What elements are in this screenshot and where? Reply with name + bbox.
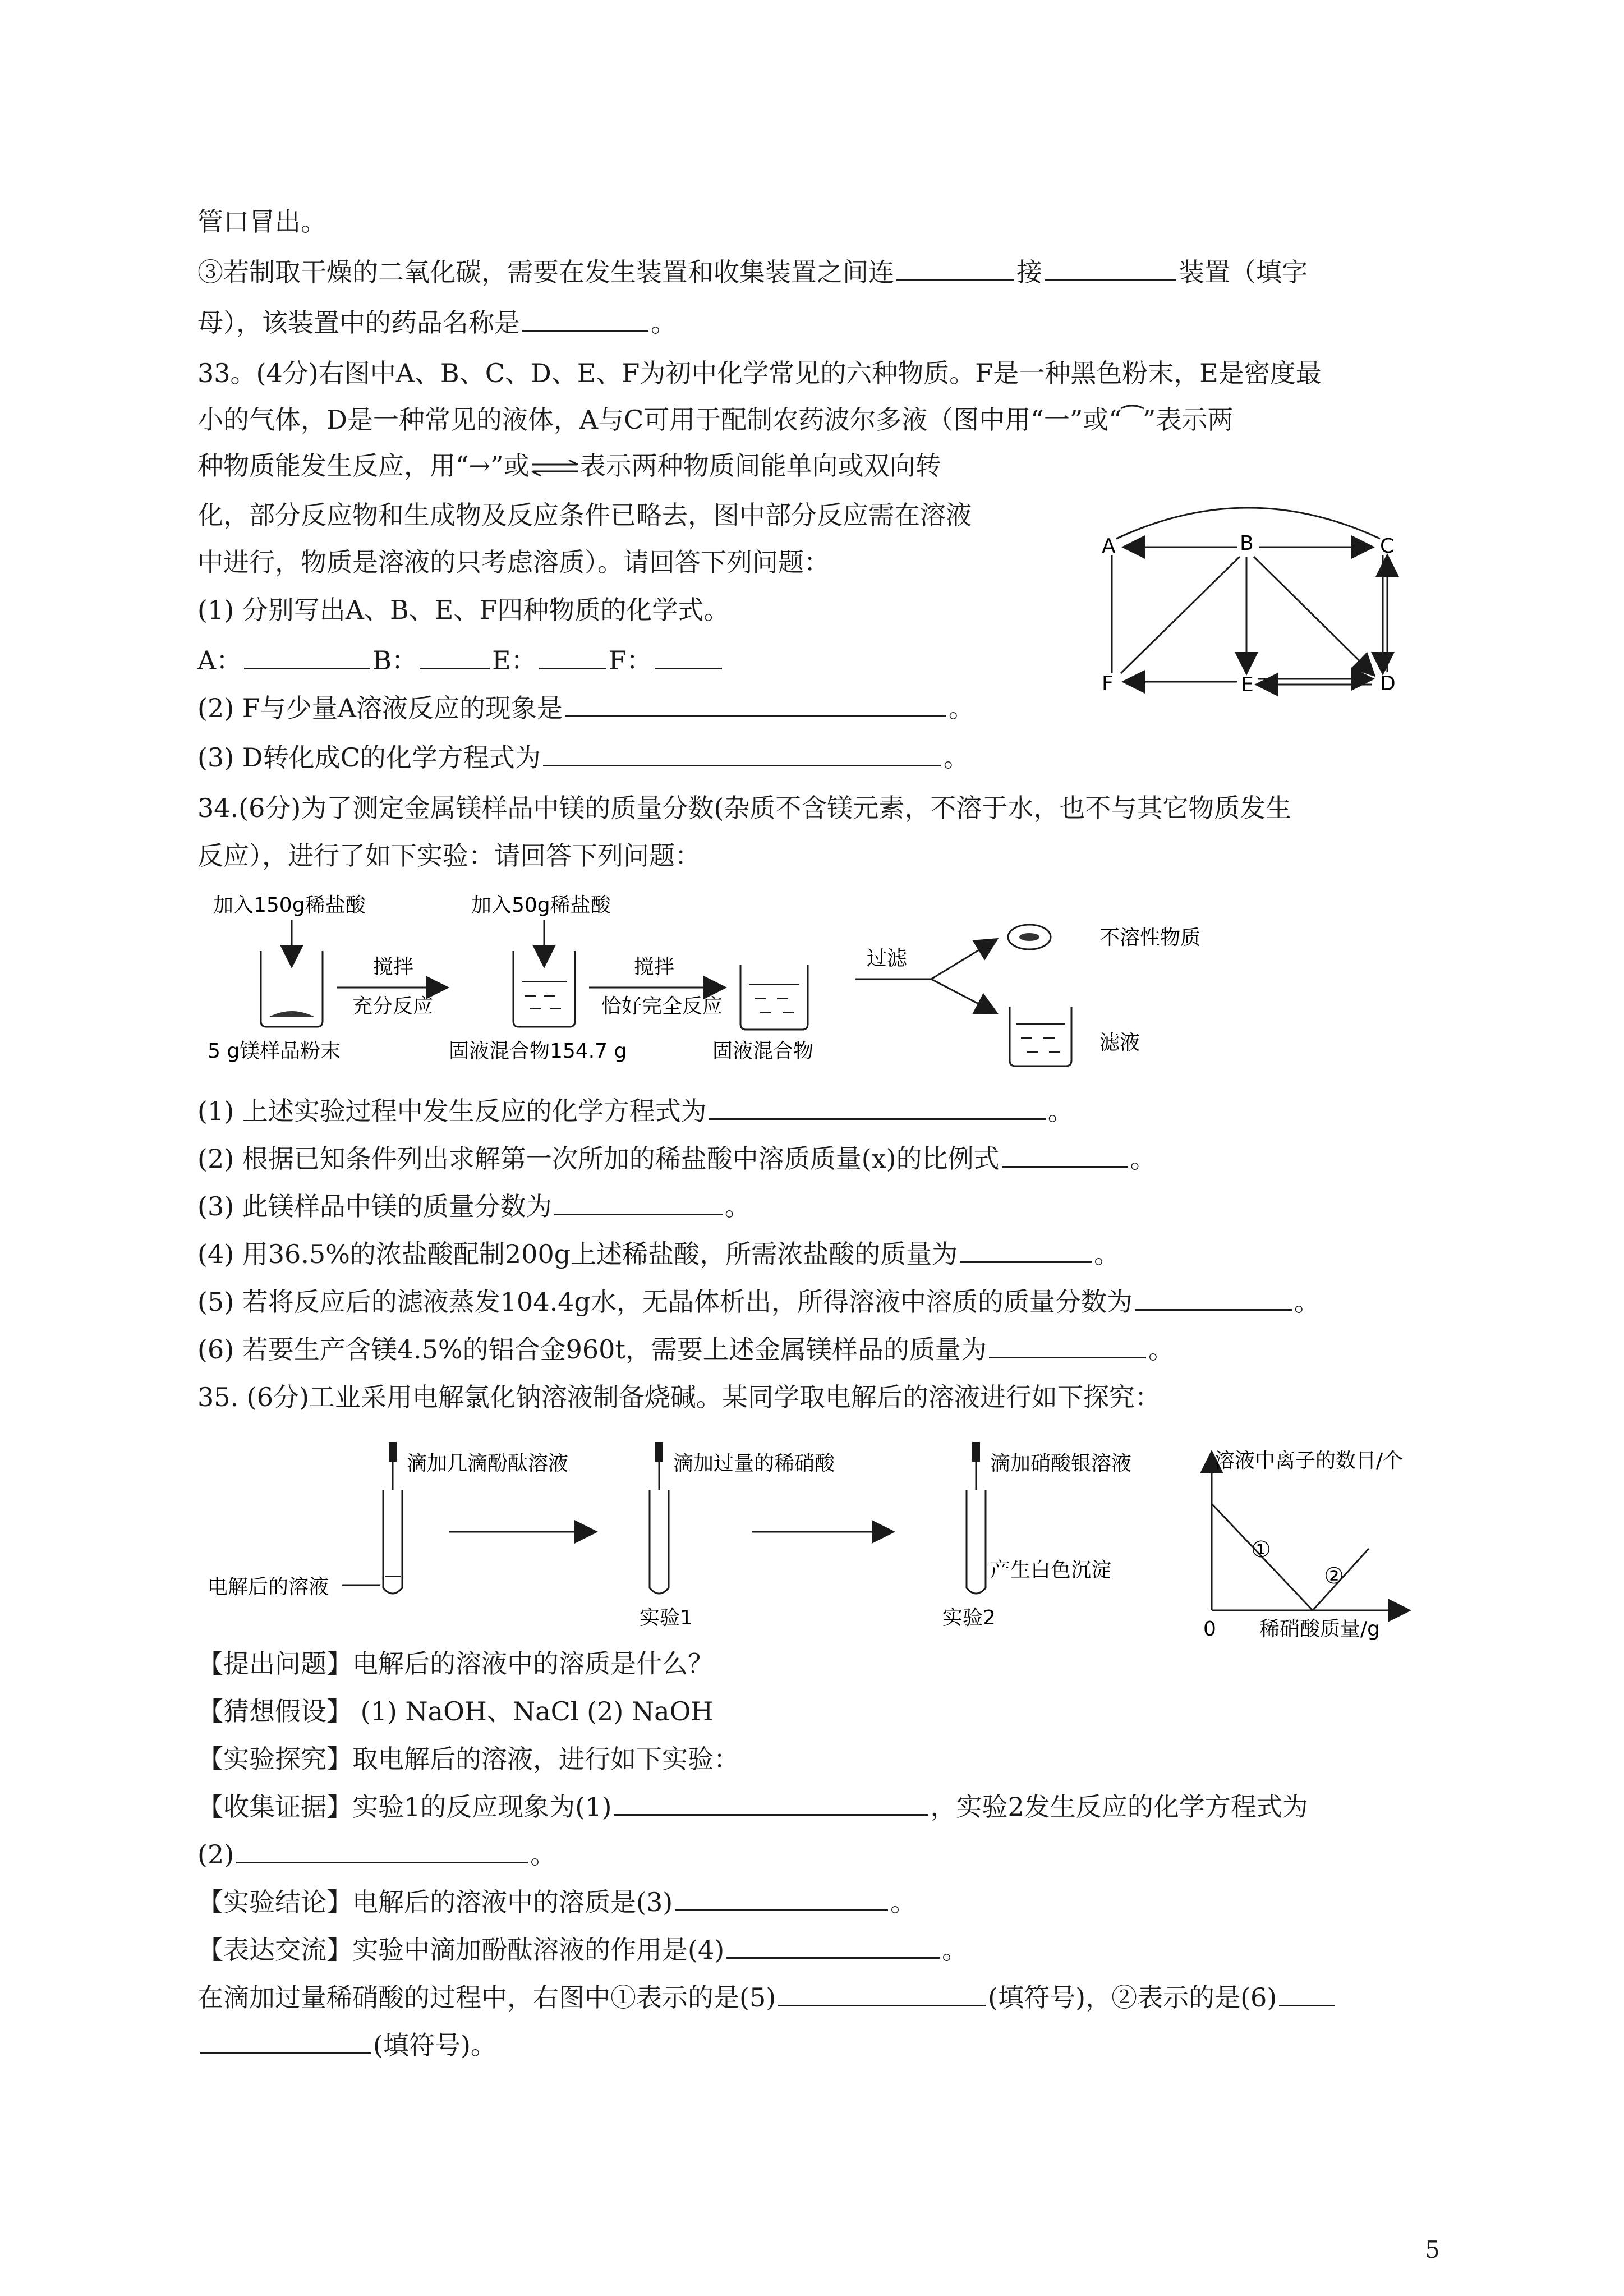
node-a: A [1102,535,1116,558]
node-c: C [1380,535,1395,558]
answer-blank[interactable] [1002,1144,1128,1168]
diagram-label: 充分反应 [352,995,434,1018]
diagram-label: 加入150g稀盐酸 [213,894,366,917]
diagram-label: ① [1251,1537,1271,1563]
diagram-label: 滴加几滴酚酞溶液 [407,1452,569,1475]
answer-blank[interactable] [896,257,1014,281]
question-35-p6: 【实验结论】电解后的溶液中的溶质是(3) 。 [197,1887,917,1917]
answer-blank[interactable] [726,1935,940,1959]
answer-blank-5[interactable] [778,1982,986,2006]
question-34-3: (3) 此镁样品中镁的质量分数为 。 [197,1191,751,1222]
question-35-p3: 【实验探究】取电解后的溶液，进行如下实验： [197,1744,739,1774]
question-35-p1: 【提出问题】电解后的溶液中的溶质是什么？ [197,1648,714,1679]
node-e: E [1241,673,1254,696]
answer-blank-e[interactable] [539,645,606,669]
answer-blank[interactable] [709,1096,1046,1120]
diagram-label: 5 g镁样品粉末 [208,1040,341,1063]
question-35-p8: 在滴加过量稀硝酸的过程中，右图中①表示的是(5) (填符号)，②表示的是(6) [197,1981,1337,2014]
question-35-p7: 【表达交流】实验中滴加酚酞溶液的作用是(4) 。 [197,1935,968,1965]
question-34-line: 34.(6分)为了测定金属镁样品中镁的质量分数(杂质不含镁元素，不溶于水，也不与其它物质发生 [197,793,1292,823]
diagram-label: 滴加硝酸银溶液 [990,1452,1132,1475]
question-34-4: (4) 用36.5%的浓盐酸配制200g上述稀盐酸，所需浓盐酸的质量为 。 [197,1239,1120,1269]
answer-blank[interactable] [543,742,941,766]
diagram-label: 实验1 [640,1606,693,1629]
answer-blank[interactable] [1045,257,1176,281]
question-33-3: (3) D转化成C的化学方程式为 。 [197,742,969,773]
question-33-1: (1) 分别写出A、B、E、F四种物质的化学式。 [197,595,730,625]
diagram-label: 恰好完全反应 [601,995,723,1018]
diagram-label: 稀硝酸质量/g [1259,1618,1380,1641]
diagram-label: 加入50g稀盐酸 [471,894,611,917]
node-d: D [1380,672,1396,695]
diagram-label: 固液混合物154.7 g [449,1040,627,1063]
question-35-p5: (2) 。 [197,1839,556,1870]
answer-blank[interactable] [675,1887,888,1911]
answer-blank-a[interactable] [244,645,370,669]
text-line: ③若制取干燥的二氧化碳，需要在发生装置和收集装置之间连 接 装置（填字 [197,257,1308,287]
diagram-label: 过滤 [867,947,908,970]
question-33-line: 中进行，物质是溶液的只考虑溶质）。请回答下列问题： [197,547,830,577]
answer-blank[interactable] [1135,1287,1292,1311]
diagram-label: 不溶性物质 [1099,926,1201,949]
diagram-label: 滤液 [1099,1031,1140,1054]
answer-blank-f[interactable] [655,645,722,669]
answer-blank-6-cont[interactable] [200,2030,371,2054]
diagram-label: ② [1324,1563,1344,1589]
text-line: 管口冒出。 [197,206,326,237]
text-line: 母），该装置中的药品名称是 。 [197,307,677,338]
diagram-label: 0 [1203,1618,1216,1641]
question-34-2: (2) 根据已知条件列出求解第一次所加的稀盐酸中溶质质量(x)的比例式 。 [197,1144,1156,1174]
question-35-line: 35. (6分)工业采用电解氯化钠溶液制备烧碱。某同学取电解后的溶液进行如下探究： [197,1382,1161,1412]
diagram-label: 溶液中离子的数目/个 [1214,1449,1404,1472]
question-33-line: 种物质能发生反应，用“→”或 表示两种物质间能单向或双向转 [197,451,941,481]
answer-blank[interactable] [989,1334,1146,1358]
diagram-label: 产生白色沉淀 [990,1559,1112,1582]
question-34-1: (1) 上述实验过程中发生反应的化学方程式为 。 [197,1096,1074,1126]
answer-blank[interactable] [522,307,648,332]
question-34-line: 反应），进行了如下实验：请回答下列问题： [197,841,701,871]
diagram-label: 实验2 [942,1606,996,1629]
question-33-line: 33。(4分)右图中A、B、C、D、E、F为初中化学常见的六种物质。F是一种黑色粉末，E是密度最 [197,358,1322,388]
question-35-p9: (填符号)。 [197,2028,496,2062]
double-arrow-icon [530,457,580,479]
question-35-p4: 【收集证据】实验1的反应现象为(1) ，实验2发生反应的化学方程式为 [197,1792,1308,1822]
question-34-5: (5) 若将反应后的滤液蒸发104.4g水，无晶体析出，所得溶液中溶质的质量分数为 。 [197,1287,1320,1317]
node-f: F [1102,672,1114,695]
question-33-line: 小的气体，D是一种常见的液体，A与C可用于配制农药波尔多液（图中用“一”或“⁀”表示两 [197,405,1234,435]
question-33-line: 化，部分反应物和生成物及反应条件已略去，图中部分反应需在溶液 [197,500,972,530]
question-33-answers: A： B： E： F： [197,644,724,677]
question-35-p2: 【猜想假设】 (1) NaOH、NaCl (2) NaOH [197,1696,714,1726]
answer-blank-b[interactable] [420,645,490,669]
electrolysis-experiment-diagram [202,1436,1464,1650]
diagram-label: 固液混合物 [712,1040,814,1063]
answer-blank[interactable] [554,1191,723,1215]
question-34-6: (6) 若要生产含镁4.5%的铝合金960t，需要上述金属镁样品的质量为 。 [197,1334,1174,1365]
page-number: 5 [1425,2236,1440,2263]
diagram-label: 滴加过量的稀硝酸 [673,1452,835,1475]
magnesium-experiment-diagram [202,887,1268,1089]
diagram-label: 搅拌 [373,956,414,979]
answer-blank[interactable] [614,1792,928,1816]
diagram-label: 电解后的溶液 [208,1576,329,1599]
question-33-2: (2) F与少量A溶液反应的现象是 。 [197,693,974,723]
node-b: B [1240,532,1254,555]
answer-blank[interactable] [236,1839,528,1863]
answer-blank[interactable] [565,693,946,717]
reaction-network-diagram [1099,494,1414,707]
answer-blank-6[interactable] [1279,1982,1335,2006]
diagram-label: 搅拌 [634,956,675,979]
answer-blank[interactable] [960,1239,1092,1263]
